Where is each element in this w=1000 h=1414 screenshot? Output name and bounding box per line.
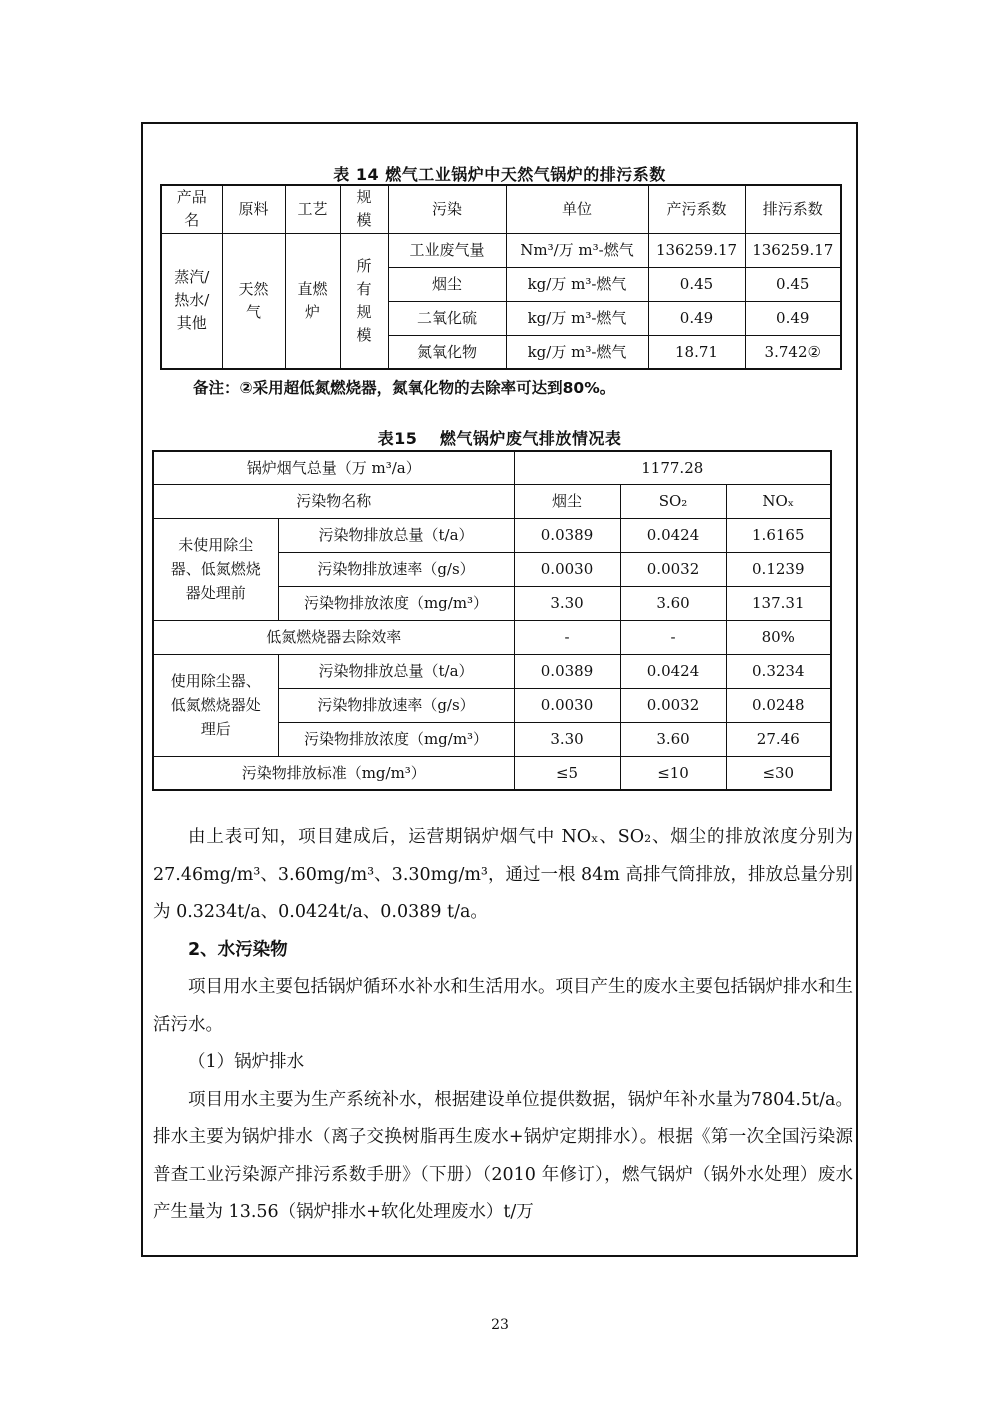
t15-row-label: 污染物排放速率（g/s） [278,552,514,586]
t15-row-label: 污染物排放总量（t/a） [278,518,514,552]
paragraph-water-use: 项目用水主要包括锅炉循环水补水和生活用水。项目产生的废水主要包括锅炉排水和生活污水。 [153,977,853,1035]
t15-total-value: 1177.28 [514,451,831,484]
table-row [153,451,831,484]
table-row [153,654,831,688]
t15-cell: 137.31 [726,586,831,620]
paragraph-summary: 由上表可知，项目建成后，运营期锅炉烟气中 NOₓ、SO₂、烟尘的排放浓度分别为 27.46mg/m³、3.60mg/m³、3.30mg/m³，通过一根 84m 高排气筒排放，排放总量分别为 0.3234t/a、0.0424t/a、0.0389 t/a。 [153,827,853,922]
t14-material: 天然气 [222,233,285,369]
table-row [153,756,831,790]
t15-cell: 3.60 [620,586,726,620]
t14-scale: 所有规模 [340,233,388,369]
t15-cell: 0.3234 [726,654,831,688]
t14-header-unit: 单位 [506,185,648,233]
t14-produce: 136259.17 [648,233,745,267]
t15-name-label: 污染物名称 [153,484,514,518]
section-heading: 2、水污染物 [188,939,288,960]
t14-pollutant: 氮氧化物 [388,335,506,369]
t15-cell: 0.0030 [514,688,620,722]
t15-cell: 27.46 [726,722,831,756]
t15-cell: 0.0032 [620,688,726,722]
table-row [153,484,831,518]
t14-header-pollutant: 污染 [388,185,506,233]
table15-caption: 表15 燃气锅炉废气排放情况表 [377,429,622,448]
t15-cell: 3.30 [514,586,620,620]
t14-unit: kg/万 m³-燃气 [506,335,648,369]
t15-cell: ≤5 [514,756,620,790]
t14-unit: Nm³/万 m³-燃气 [506,233,648,267]
t15-row-label: 污染物排放浓度（mg/m³） [278,586,514,620]
table14-note: 备注：②采用超低氮燃烧器，氮氧化物的去除率可达到80%。 [193,379,616,397]
t15-cell: 0.0032 [620,552,726,586]
page-number: 23 [491,1317,509,1333]
t15-cell: 3.30 [514,722,620,756]
table-row [153,620,831,654]
t14-pollutant: 烟尘 [388,267,506,301]
t15-cell: 80% [726,620,831,654]
t14-emit: 136259.17 [745,233,841,267]
t15-cell: - [620,620,726,654]
table14 [160,184,842,370]
t15-cell: 3.60 [620,722,726,756]
t15-cell: ≤30 [726,756,831,790]
table-row [153,518,831,552]
t14-emit: 0.49 [745,301,841,335]
t15-cell: 0.0424 [620,654,726,688]
t14-produce: 0.49 [648,301,745,335]
t15-cell: 0.0389 [514,654,620,688]
t14-produce: 18.71 [648,335,745,369]
t15-cell: ≤10 [620,756,726,790]
t14-product: 蒸汽/热水/其他 [161,233,222,369]
t15-col-so2: SO₂ [620,484,726,518]
t14-unit: kg/万 m³-燃气 [506,267,648,301]
t15-col-dust: 烟尘 [514,484,620,518]
t15-cell: 0.0389 [514,518,620,552]
t15-cell: 0.0424 [620,518,726,552]
subsection-heading: （1）锅炉排水 [188,1052,305,1072]
t14-header-process: 工艺 [285,185,340,233]
t14-emit: 0.45 [745,267,841,301]
t14-header-scale: 规模 [340,185,388,233]
t15-efficiency-label: 低氮燃烧器去除效率 [153,620,514,654]
t15-cell: 0.1239 [726,552,831,586]
t14-header-material: 原料 [222,185,285,233]
t14-unit: kg/万 m³-燃气 [506,301,648,335]
t15-cell: 0.0248 [726,688,831,722]
t15-cell: 1.6165 [726,518,831,552]
t15-standard-label: 污染物排放标准（mg/m³） [153,756,514,790]
t15-col-nox: NOₓ [726,484,831,518]
table-row [161,233,841,267]
t15-group-before: 未使用除尘器、低氮燃烧器处理前 [153,518,278,620]
paragraph-boiler-drain: 项目用水主要为生产系统补水，根据建设单位提供数据，锅炉年补水量为7804.5t/a。排水主要为锅炉排水（离子交换树脂再生废水+锅炉定期排水）。根据《第一次全国污染源普查工业污染源产排污系数手册》（下册）（2010 年修订），燃气锅炉（锅外水处理）废水产生量为 13.56（锅炉排水+软化处理废水）t/万 [153,1089,853,1222]
t15-cell: 0.0030 [514,552,620,586]
t15-group-after: 使用除尘器、低氮燃烧器处理后 [153,654,278,756]
table15 [152,450,832,791]
t14-header-produce: 产污系数 [648,185,745,233]
t14-emit: 3.742② [745,335,841,369]
body-text [153,819,853,1232]
t15-row-label: 污染物排放速率（g/s） [278,688,514,722]
table14-header-row [161,185,841,233]
t14-produce: 0.45 [648,267,745,301]
t14-header-emit: 排污系数 [745,185,841,233]
t15-row-label: 污染物排放总量（t/a） [278,654,514,688]
t15-cell: - [514,620,620,654]
t15-row-label: 污染物排放浓度（mg/m³） [278,722,514,756]
t14-header-product: 产品名 [161,185,222,233]
t14-pollutant: 工业废气量 [388,233,506,267]
t15-total-label: 锅炉烟气总量（万 m³/a） [153,451,514,484]
content-frame [141,122,858,1257]
table14-caption: 表 14 燃气工业锅炉中天然气锅炉的排污系数 [333,165,666,184]
t14-pollutant: 二氧化硫 [388,301,506,335]
t14-process: 直燃炉 [285,233,340,369]
